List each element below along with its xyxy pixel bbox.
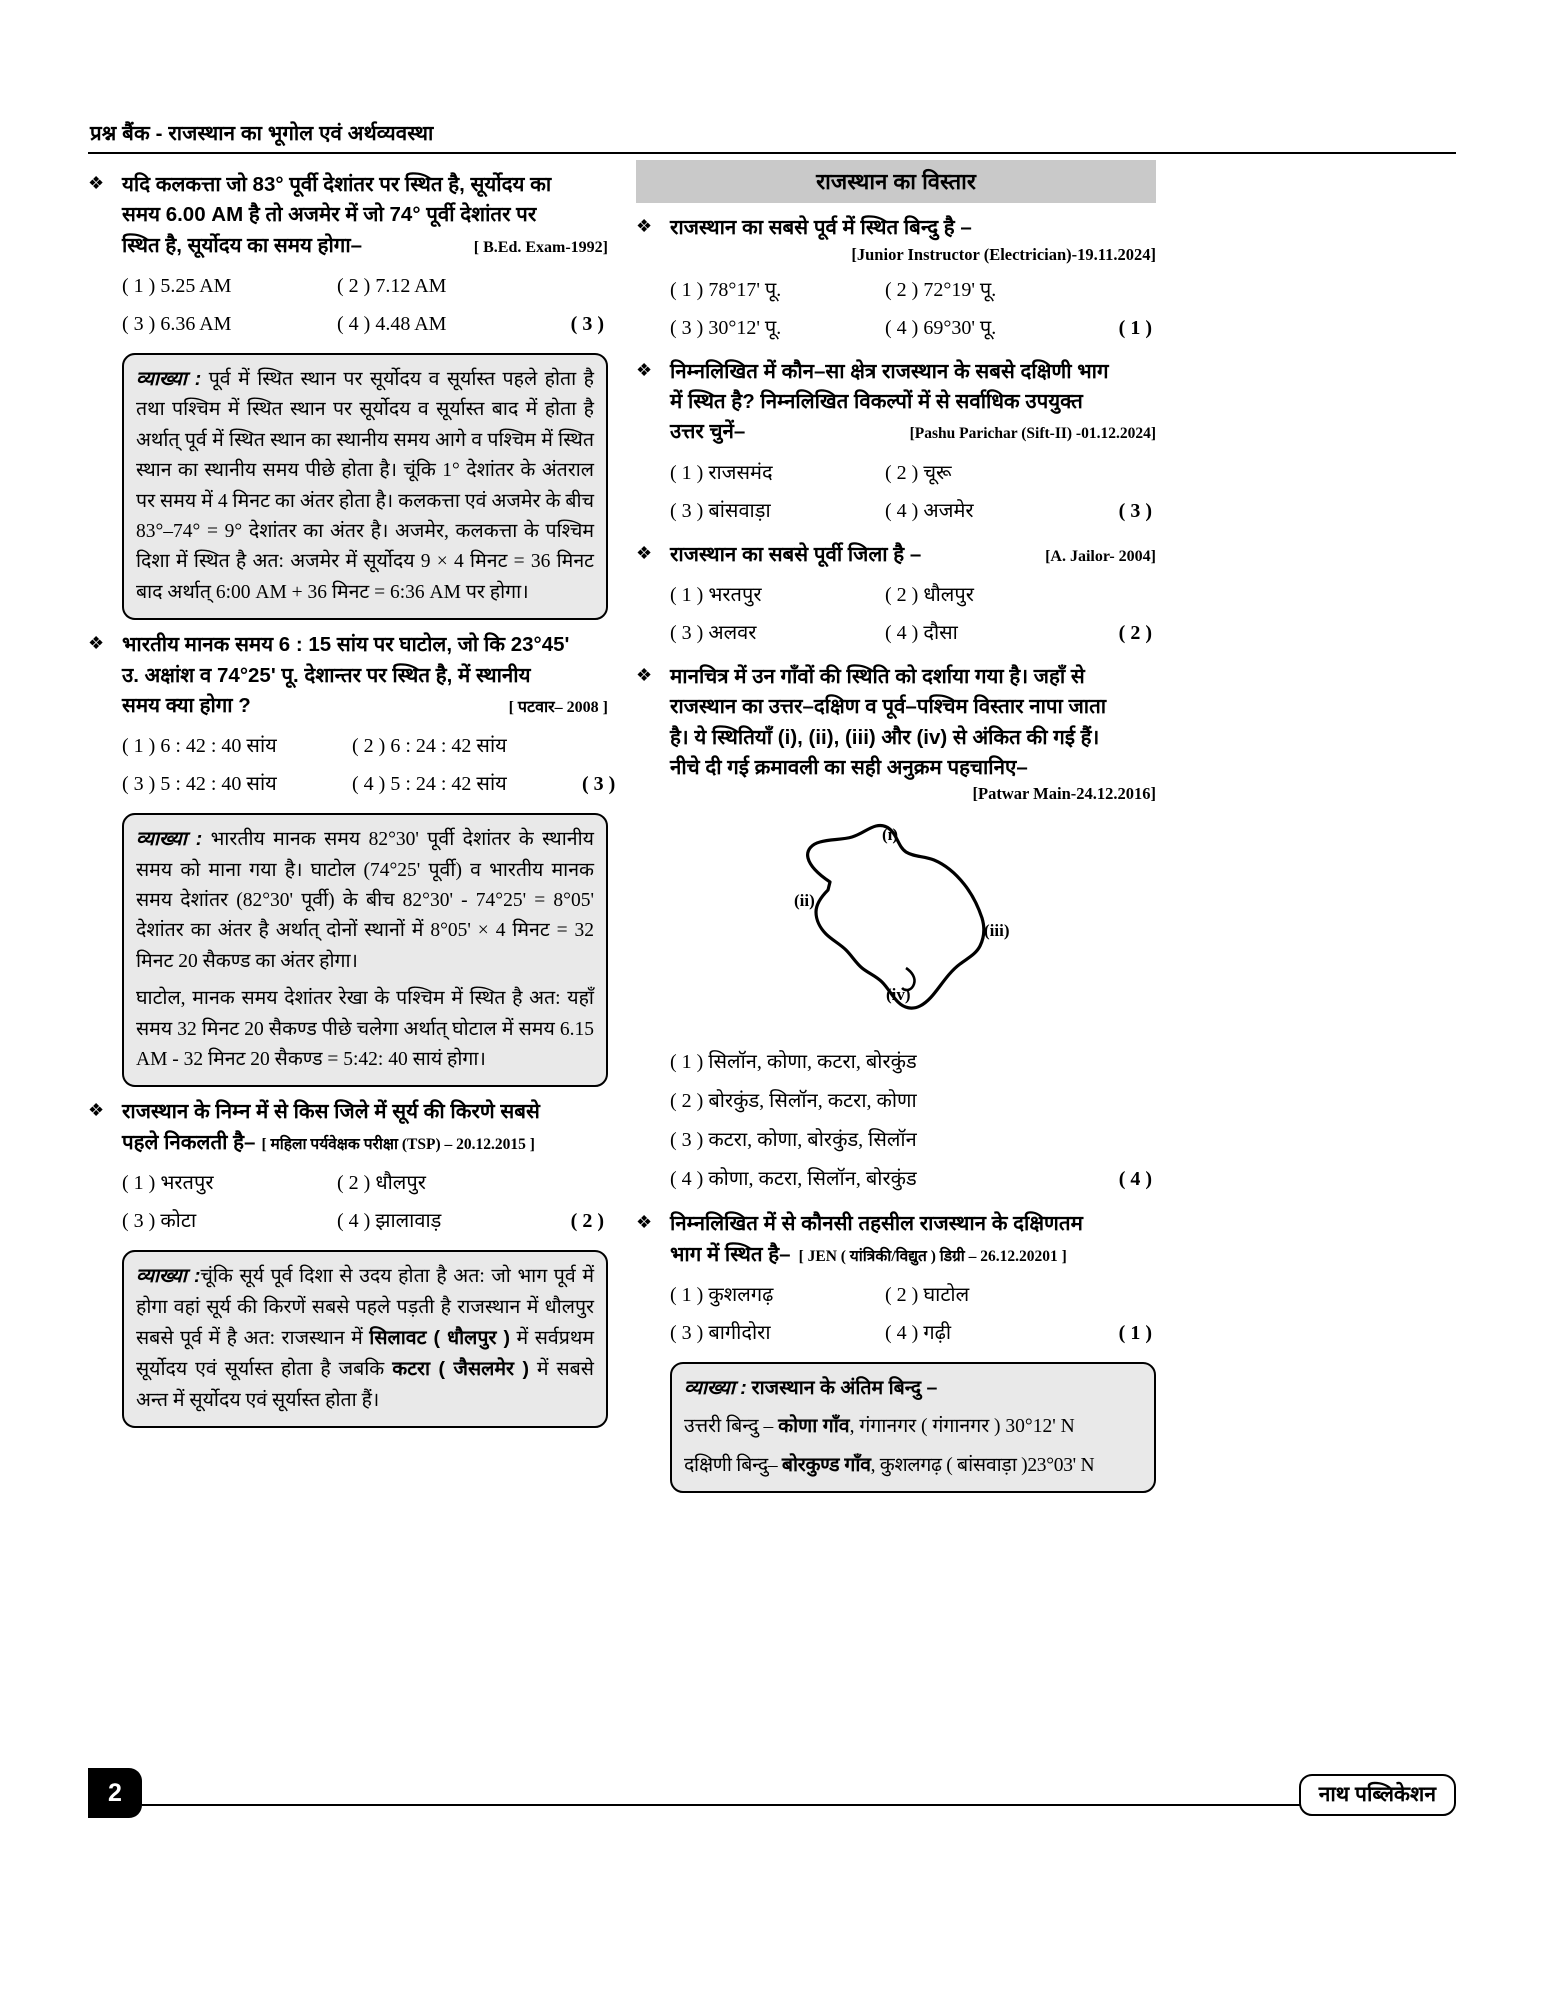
bullet-icon: ❖ [636,542,653,563]
explanation-text: में सर्वप्रथम सूर्योदय एवं सूर्यास्त होता है जबकि [136,1327,594,1381]
option-row [88,267,608,305]
option-1[interactable]: ( 1 ) राजसमंद [670,461,773,484]
question-text-line: में स्थित है? निम्नलिखित विकल्पों में से सर्वाधिक उपयुक्त [670,389,1083,413]
option-row [636,271,1156,309]
explanation-highlight: कटरा ( जैसलमेर ) [392,1358,529,1381]
option-row [636,1314,1156,1352]
question-body [122,630,608,721]
explanation-label: व्याख्या : [684,1376,747,1399]
header-divider [88,152,1456,154]
options-group [636,454,1156,530]
explanation-highlight: कोणा गाँव [778,1415,850,1438]
explanation-box [122,813,608,1087]
question-source: [ B.Ed. Exam-1992] [473,238,608,256]
explanation-box [122,1250,608,1428]
publisher-badge: नाथ पब्लिकेशन [1299,1774,1456,1816]
option-2[interactable]: ( 2 ) धौलपुर [337,1172,426,1195]
explanation-highlight: सिलावट ( धौलपुर ) [369,1326,511,1349]
option-2[interactable]: ( 2 ) घाटोल [885,1283,970,1306]
question-body [670,213,1156,264]
answer-key: ( 3 ) [570,312,604,335]
answer-key: ( 4 ) [1118,1168,1153,1191]
question-text-line: उ. अक्षांश व 74°25' पू. देशान्तर पर स्थित है, में स्थानीय [122,663,531,687]
question-source: [Patwar Main-24.12.2016] [972,784,1156,804]
explanation-text: , गंगानगर ( गंगानगर ) 30°12' N [849,1416,1075,1438]
option-row [88,1202,608,1240]
option-4[interactable]: ( 4 ) दौसा [885,621,958,644]
question-source: [ JEN ( यांत्रिकी/विद्युत ) डिग्री – 26.12.20201 ] [798,1247,1067,1265]
option-2[interactable]: ( 2 ) बोरकुंड, सिलॉन, कटरा, कोणा [670,1090,917,1113]
option-2[interactable]: ( 2 ) धौलपुर [885,583,974,606]
answer-key: ( 2 ) [570,1210,604,1233]
question-text-line: मानचित्र में उन गाँवों की स्थिति को दर्शाया गया है। जहाँ से [670,664,1085,688]
option-3[interactable]: ( 3 ) 30°12' पू. [670,316,782,339]
question-text-line: समय क्या होगा ? [122,693,251,717]
question-text-line: नीचे दी गई क्रमावली का सही अनुक्रम पहचानिए– [670,755,1028,779]
answer-key: ( 3 ) [582,773,616,796]
answer-key: ( 3 ) [1118,499,1152,522]
two-column-body [88,160,1456,1740]
question-text-line: उत्तर चुनें– [670,420,746,444]
answer-key: ( 1 ) [1118,1321,1152,1344]
option-row [636,454,1156,492]
question-source: [ महिला पर्यवेक्षक परीक्षा (TSP) – 20.12.2015 ] [261,1135,535,1153]
answer-key: ( 1 ) [1118,316,1152,339]
question-text-line: राजस्थान का उत्तर–दक्षिण व पूर्व–पश्चिम विस्तार नापा जाता [670,695,1107,719]
question-text-line: भाग में स्थित है– [670,1242,791,1266]
option-row [636,1121,1156,1160]
explanation-text: चूंकि सूर्य पूर्व दिशा से उदय होता है अत: जो भाग पूर्व में होगा वहां सूर्य की किरणें सबसे पहले पड़ती है राजस्थान में धौलपुर सबसे पूर्व में है अत: राजस्थान में [136,1266,594,1349]
question-source: [Pashu Parichar (Sift-II) -01.12.2024] [909,425,1156,443]
option-1[interactable]: ( 1 ) कुशलगढ़ [670,1283,774,1306]
bullet-icon: ❖ [636,359,653,380]
question-body [122,1097,608,1158]
option-row [636,1043,1156,1082]
bullet-icon: ❖ [636,664,653,685]
option-2[interactable]: ( 2 ) 72°19' पू. [885,278,997,301]
options-group [88,1164,608,1240]
option-1[interactable]: ( 1 ) 6 : 42 : 40 सांय [122,735,277,758]
question-text-line: राजस्थान के निम्न में से किस जिले में सूर्य की किरणे सबसे [122,1100,540,1124]
explanation-text: , कुशलगढ़ ( बांसवाड़ा )23°03' N [870,1454,1095,1476]
option-row [636,1082,1156,1121]
footer-divider [142,1804,1302,1806]
question-text-line: निम्नलिखित में से कौनसी तहसील राजस्थान के दक्षिणतम [670,1212,1083,1236]
option-4[interactable]: ( 4 ) अजमेर [885,499,974,522]
option-4[interactable]: ( 4 ) झालावाड़ [337,1210,442,1233]
option-row [636,492,1156,530]
rajasthan-map-figure [636,818,1156,1033]
options-group [636,1043,1156,1199]
option-3[interactable]: ( 3 ) 6.36 AM [122,312,232,335]
option-2[interactable]: ( 2 ) चूरू [885,461,952,484]
option-1[interactable]: ( 1 ) 5.25 AM [122,274,232,297]
option-4[interactable]: ( 4 ) 5 : 24 : 42 सांय [352,773,507,796]
option-3[interactable]: ( 3 ) कटरा, कोणा, बोरकुंड, सिलॉन [670,1129,917,1152]
explanation-label: व्याख्या : [136,828,203,851]
book-title: प्रश्न बैंक - राजस्थान का भूगोल एवं अर्थव्यवस्था [90,122,434,145]
option-row [636,309,1156,347]
page-header [88,122,1456,154]
option-row [88,765,616,803]
option-row [88,1164,608,1202]
explanation-label: व्याख्या : [136,367,202,390]
options-group [636,576,1156,652]
option-4[interactable]: ( 4 ) गढ़ी [885,1321,952,1344]
page-footer [88,1768,1456,1828]
option-3[interactable]: ( 3 ) बागीदोरा [670,1321,771,1344]
explanation-text: भारतीय मानक समय 82°30' पूर्वी देशांतर के स्थानीय समय को माना गया है। घाटोल (74°25' पूर्वी) व भारतीय मानक समय देशांतर (82°30' पूर्वी) के बीच 82°30' - 74°25' = 8°05' देशांतर का अंतर है अर्थात् दोनों स्थानों में 8°05' × 4 मिनट = 32 मिनट 20 सैकण्ड का अंतर होगा। [136,829,594,972]
question-text-line: निम्नलिखित में कौन–सा क्षेत्र राजस्थान के सबसे दक्षिणी भाग [670,359,1109,383]
map-label-ii: (ii) [794,891,815,911]
map-label-iii: (iii) [984,921,1010,941]
options-group [636,271,1156,347]
question-text-line: भारतीय मानक समय 6 : 15 सांय पर घाटोल, जो कि 23°45' [122,633,570,657]
question-text-line: राजस्थान का सबसे पूर्व में स्थित बिन्दु है – [670,216,972,240]
answer-key: ( 2 ) [1118,621,1152,644]
question-body [670,662,1156,804]
question-text-line: समय 6.00 AM है तो अजमेर में जो 74° पूर्वी देशांतर पर [122,203,537,227]
question-text-line: पहले निकलती है– [122,1130,256,1154]
option-3[interactable]: ( 3 ) अलवर [670,621,757,644]
option-1[interactable]: ( 1 ) 78°17' पू. [670,278,782,301]
option-4[interactable]: ( 4 ) कोणा, कटरा, सिलॉन, बोरकुंड [670,1168,917,1191]
question-block [636,357,1156,448]
explanation-text: दक्षिणी बिन्दु– [684,1454,782,1476]
question-block [88,630,608,721]
question-body [122,170,608,261]
option-2[interactable]: ( 2 ) 6 : 24 : 42 सांय [352,735,507,758]
option-row [636,576,1156,614]
right-column [636,160,1156,1497]
question-block [88,1097,608,1158]
options-group [88,267,608,343]
option-2[interactable]: ( 2 ) 7.12 AM [337,274,447,297]
explanation-box [122,353,608,620]
question-block [636,213,1156,264]
options-group [636,1276,1156,1352]
option-row [88,305,608,343]
section-heading: राजस्थान का विस्तार [636,160,1156,203]
question-text-line: यदि कलकत्ता जो 83° पूर्वी देशांतर पर स्थित है, सूर्योदय का [122,173,552,196]
options-group [88,727,616,803]
option-3[interactable]: ( 3 ) कोटा [122,1210,197,1233]
option-4[interactable]: ( 4 ) 69°30' पू. [885,316,997,339]
option-row [636,1276,1156,1314]
question-block [636,662,1156,804]
option-1[interactable]: ( 1 ) भरतपुर [122,1172,214,1195]
explanation-text: उत्तरी बिन्दु – [684,1416,779,1438]
option-4[interactable]: ( 4 ) 4.48 AM [337,312,447,335]
explanation-box [670,1362,1156,1493]
option-3[interactable]: ( 3 ) 5 : 42 : 40 सांय [122,773,277,796]
map-label-i: (i) [882,825,899,845]
rajasthan-map-icon [756,818,1036,1033]
explanation-text: घाटोल, मानक समय देशांतर रेखा के पश्चिम में स्थित है अत: यहाँ समय 32 मिनट 20 सैकण्ड पीछे चलेगा अर्थात् घोटाल में समय 6.15 AM - 32 मिनट 20 सैकण्ड = 5:42: 40 सायं होगा। [136,988,594,1071]
bullet-icon: ❖ [636,216,653,237]
explanation-label: व्याख्या : [136,1265,201,1288]
question-body [670,357,1156,448]
question-body [670,540,1156,570]
question-source: [Junior Instructor (Electrician)-19.11.2024] [851,244,1156,264]
question-body [670,1209,1156,1270]
option-1[interactable]: ( 1 ) भरतपुर [670,583,762,606]
question-text-line: स्थित है, सूर्योदय का समय होगा– [122,233,363,257]
question-source: [A. Jailor- 2004] [1045,547,1156,565]
question-text-line: है। ये स्थितियाँ (i), (ii), (iii) और (iv) से अंकित की गई हैं। [670,725,1100,749]
option-row [636,1160,1156,1199]
option-1[interactable]: ( 1 ) सिलॉन, कोणा, कटरा, बोरकुंड [670,1051,917,1074]
page-number: 2 [88,1768,142,1818]
option-row [88,727,608,765]
question-source: [ पटवार– 2008 ] [508,698,608,716]
explanation-highlight: बोरकुण्ड गाँव [781,1453,871,1476]
map-label-iv: (iv) [886,985,911,1005]
question-block [636,1209,1156,1270]
left-column [88,160,616,1432]
question-block [88,170,608,261]
explanation-text: में सबसे अन्त में सूर्योदय एवं सूर्यास्त होता हैं। [136,1359,594,1411]
bullet-icon: ❖ [636,1212,653,1233]
question-block [636,540,1156,570]
explanation-text: पूर्व में स्थित स्थान पर सूर्योदय व सूर्यास्त पहले होता है तथा पश्चिम में स्थित स्थान पर सूर्योदय व सूर्यास्त बाद में होता है अर्थात् पूर्व में स्थित स्थान का स्थानीय समय आगे व पश्चिम में स्थित स्थान का स्थानीय समय पीछे होता है। चूंकि 1° देशांतर के अंतराल पर समय में 4 मिनट का अंतर होता है। कलकत्ता एवं अजमेर के बीच 83°–74° = 9° देशांतर का अंतर है। अजमेर, कलकत्ता के पश्चिम दिशा में स्थित है अत: अजमेर में सूर्योदय 9 × 4 मिनट = 36 मिनट बाद अर्थात् 6:00 AM + 36 मिनट = 6:36 AM पर होगा। [136,368,594,603]
bullet-icon: ❖ [88,173,105,193]
explanation-title: राजस्थान के अंतिम बिन्दु – [751,1376,938,1399]
option-row [636,614,1156,652]
bullet-icon: ❖ [88,1100,105,1121]
option-3[interactable]: ( 3 ) बांसवाड़ा [670,499,771,522]
bullet-icon: ❖ [88,633,105,654]
question-text-line: राजस्थान का सबसे पूर्वी जिला है – [670,542,922,566]
